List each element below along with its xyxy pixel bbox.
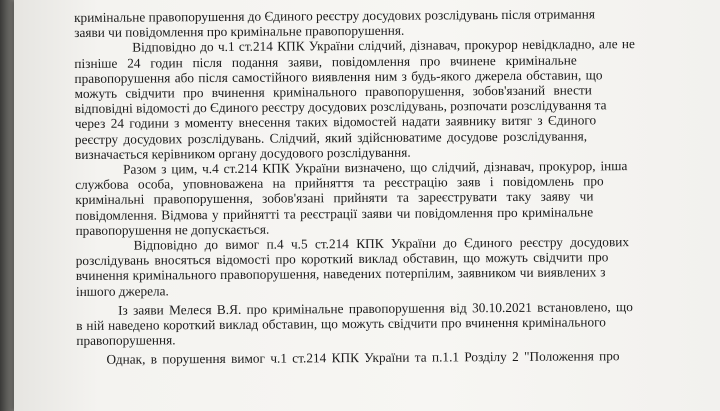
- text-line: через 24 години з моменту внесення таких відомостей надати заявнику витяг з Єдиного: [74, 112, 597, 132]
- text-line: правопорушення.: [76, 332, 176, 349]
- text-line: можуть свідчити про вчинення кримінального правопорушення, зобов'язаний внести: [74, 82, 592, 102]
- text-line: Відповідно до вимог п.4 ч.5 ст.214 КПК України до Єдиного реєстру досудових: [133, 234, 630, 253]
- document-page: [14, 0, 720, 411]
- text-line: кримінальні правопорушення, зобов'язані прийняти та зареєструвати таку заяву чи: [75, 188, 594, 208]
- document-body: [74, 6, 654, 368]
- text-line: правопорушення не допускається.: [75, 221, 270, 238]
- text-line: в ній наведено короткий виклад обставин, що можуть свідчити про вчинення кримінального: [76, 314, 606, 334]
- text-line: Разом з цим, ч.4 ст.214 КПК України визначено, що слідчий, дізнавач, прокурор, інша: [123, 158, 628, 177]
- text-line: заяви чи повідомлення про кримінальне правопорушення.: [74, 22, 405, 41]
- paragraph-4: [76, 234, 654, 299]
- text-line: службова особа, уповноважена на прийняття та реєстрацію заяв і повідомлень про: [75, 173, 604, 193]
- text-line: відповідні відомості до Єдиного реєстру досудових розслідувань, розпочати розслідування та: [74, 97, 607, 117]
- paragraph-5: [76, 299, 654, 349]
- text-line: іншого джерела.: [75, 283, 169, 299]
- text-line: розслідувань вносяться відомості про короткий виклад обставин, що можуть свідчити про: [75, 249, 609, 269]
- text-line: Однак, в порушення вимог ч.1 ст.214 КПК України та п.1.1 Розділу 2 "Положення про: [106, 348, 620, 368]
- text-line: визначається керівником органу досудового розслідування.: [74, 144, 411, 162]
- paragraph-6: [76, 348, 654, 367]
- text-line: кримінальне правопорушення до Єдиного реєстру досудових розслідувань після отримання: [74, 6, 595, 25]
- text-line: реєстру досудових розслідувань. Слідчий, який здійснюватиме досудове розслідування,: [74, 128, 588, 147]
- paragraph-3: [75, 158, 654, 238]
- text-line: вчинення кримінального правопорушення, наведених потерпілим, заявником чи виявлених з: [75, 264, 606, 284]
- text-line: пізніше 24 годин після подання заяви, повідомлення про вчинене кримінальне: [74, 52, 577, 71]
- paragraph-2: [74, 36, 653, 162]
- text-line: Із заяви Мелеся В.Я. про кримінальне правопорушення від 30.10.2021 встановлено, що: [118, 298, 633, 318]
- paragraph-1: [74, 6, 652, 40]
- text-line: повідомлення. Відмова у прийнятті та реєстрації заяви чи повідомлення про кримінальне: [75, 204, 594, 223]
- text-line: правопорушення або після самостійного виявлення ним з будь-якого джерела обставин, що: [74, 67, 603, 86]
- text-line: Відповідно до ч.1 ст.214 КПК України слідчий, дізнавач, прокурор невідкладно, але не: [132, 36, 635, 56]
